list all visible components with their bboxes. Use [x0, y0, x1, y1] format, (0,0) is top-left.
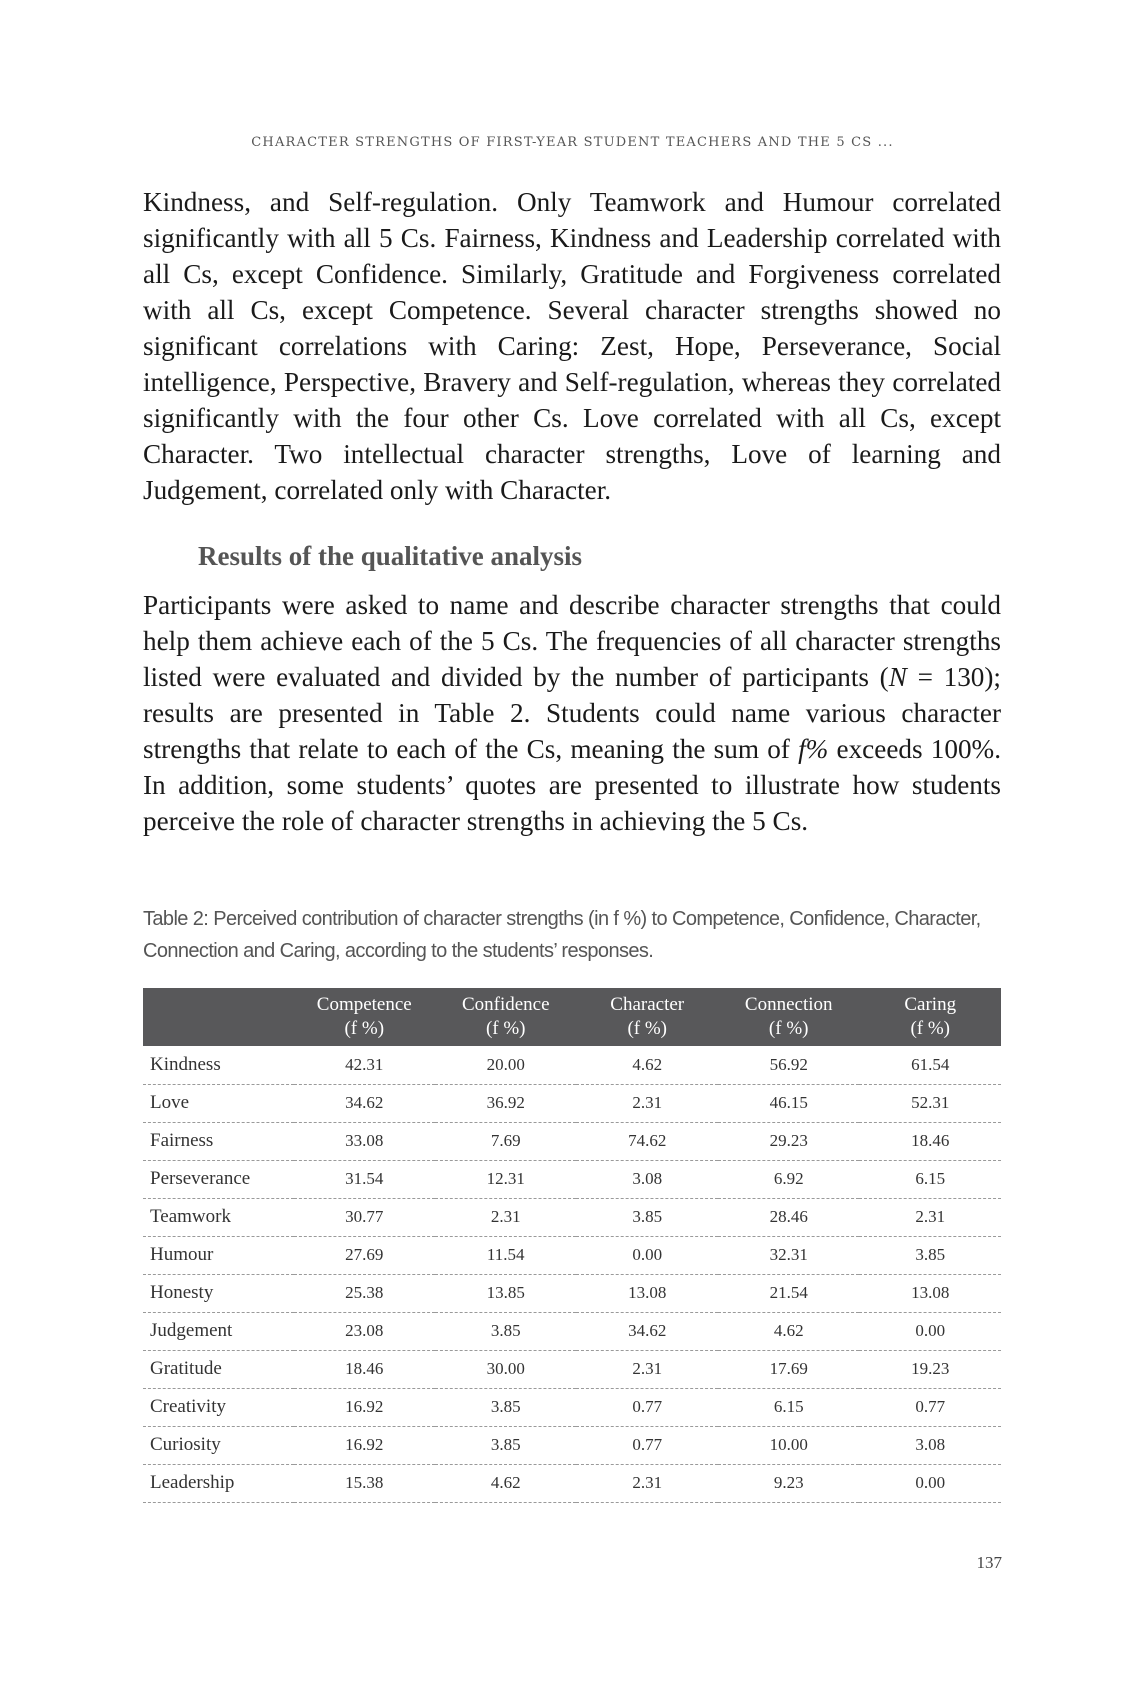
body-paragraph-2	[143, 587, 1001, 839]
table-cell: 36.92	[486, 1093, 525, 1112]
table-cell: 6.92	[773, 1169, 804, 1188]
table-cell: 31.54	[345, 1169, 384, 1188]
table-cell: 16.92	[345, 1435, 384, 1454]
table-cell: 7.69	[490, 1131, 521, 1150]
table-cell: 18.46	[911, 1131, 950, 1150]
table-cell: 2.31	[632, 1093, 663, 1112]
row-label: Gratitude	[150, 1358, 222, 1379]
table-cell: 56.92	[769, 1054, 808, 1074]
table-cell: 4.62	[773, 1321, 804, 1340]
table-row	[143, 1198, 1001, 1236]
table-cell: 0.77	[632, 1435, 663, 1454]
row-label: Kindness	[150, 1053, 221, 1075]
row-label: Honesty	[150, 1282, 214, 1303]
table-header-competence	[294, 988, 435, 1046]
table-cell: 6.15	[773, 1397, 804, 1416]
table-cell: 0.00	[632, 1245, 663, 1264]
table-header-caring	[859, 988, 1001, 1046]
table-cell: 0.00	[915, 1321, 946, 1340]
table-cell: 17.69	[769, 1359, 808, 1378]
table-cell: 12.31	[486, 1169, 525, 1188]
column-unit: (f %)	[768, 1018, 809, 1039]
table-cell: 13.08	[911, 1283, 950, 1302]
column-name: Character	[610, 994, 685, 1015]
column-unit: (f %)	[627, 1018, 667, 1039]
table-cell: 4.62	[632, 1054, 663, 1074]
column-name: Confidence	[461, 994, 550, 1015]
table-cell: 33.08	[345, 1131, 384, 1150]
table-cell: 0.00	[915, 1473, 946, 1492]
table-cell: 34.62	[345, 1093, 384, 1112]
table-row	[143, 1160, 1001, 1198]
page-number: 137	[976, 1553, 1002, 1572]
table-cell: 9.23	[773, 1473, 804, 1492]
table-header-confidence	[435, 988, 576, 1046]
column-unit: (f %)	[910, 1018, 950, 1039]
row-label: Judgement	[150, 1320, 233, 1341]
table-cell: 19.23	[911, 1359, 950, 1378]
table-row	[143, 1274, 1001, 1312]
table-cell: 20.00	[486, 1054, 525, 1074]
paragraph-2-text-b: = 130); results are presented in Table 2. Students could name various character strengths that relate to each of the Cs, meaning the sum of	[143, 662, 1001, 764]
table-cell: 3.85	[632, 1207, 663, 1226]
table-cell: 2.31	[632, 1473, 663, 1492]
column-unit: (f %)	[344, 1018, 385, 1039]
table-cell: 3.85	[490, 1435, 521, 1454]
table-cell: 2.31	[632, 1359, 663, 1378]
table-row	[143, 1122, 1001, 1160]
table-cell: 74.62	[628, 1131, 667, 1150]
column-name: Connection	[744, 994, 833, 1015]
table-row	[143, 1046, 1001, 1084]
table-cell: 16.92	[345, 1397, 384, 1416]
row-label: Love	[150, 1092, 190, 1113]
table-cell: 28.46	[769, 1207, 808, 1226]
table-cell: 13.08	[628, 1283, 667, 1302]
table-cell: 23.08	[345, 1321, 384, 1340]
table-header-row	[143, 988, 1001, 1046]
table-cell: 18.46	[345, 1359, 384, 1378]
column-unit: (f %)	[485, 1018, 526, 1039]
table-cell: 15.38	[345, 1473, 384, 1492]
section-heading: Results of the qualitative analysis	[198, 541, 583, 571]
column-name: Competence	[316, 994, 412, 1015]
table-cell: 13.85	[486, 1283, 525, 1302]
table-cell: 29.23	[769, 1131, 808, 1150]
table-cell: 6.15	[915, 1169, 946, 1188]
table-body	[143, 1046, 1001, 1502]
table-cell: 3.85	[915, 1245, 946, 1264]
table-header-character	[576, 988, 717, 1046]
table-row	[143, 1464, 1001, 1502]
row-label: Perseverance	[150, 1168, 251, 1189]
row-label: Fairness	[150, 1130, 214, 1151]
running-head: CHARACTER STRENGTHS OF FIRST-YEAR STUDENT TEACHERS AND THE 5 CS ...	[251, 135, 894, 150]
body-paragraph-1: Kindness, and Self-regulation. Only Teamwork and Humour correlated significantly with all 5 Cs. Fairness, Kindness and Leadership correlated with all Cs, except Confidence. Similarly, Gratitude and Forgiveness correlated with all Cs, except Competence. Several character strengths showed no significant correlations with Caring: Zest, Hope, Perseverance, Social intelligence, Perspective, Bravery and Self-regulation, whereas they correlated significantly with the four other Cs. Love correlated with all Cs, except Character. Two intellectual character strengths, Love of learning and Judgement, correlated only with Character.	[143, 187, 1001, 505]
table-cell: 46.15	[769, 1093, 808, 1112]
table-cell: 3.08	[632, 1169, 663, 1188]
table-caption: Table 2: Perceived contribution of character strengths (in f %) to Competence, Confidence, Character, Connection and Caring, according to the students’ responses.	[143, 908, 981, 962]
table-cell: 0.77	[632, 1397, 663, 1416]
table-cell: 61.54	[911, 1054, 950, 1074]
table-cell: 30.00	[486, 1359, 525, 1378]
row-label: Curiosity	[150, 1434, 221, 1455]
table-row	[143, 1084, 1001, 1122]
f-percent-symbol: f%	[798, 734, 829, 764]
table-cell: 42.31	[345, 1054, 384, 1074]
table-row	[143, 1388, 1001, 1426]
table-cell: 2.31	[915, 1207, 946, 1226]
table-row	[143, 1350, 1001, 1388]
table-cell: 4.62	[490, 1473, 521, 1492]
table-cell: 3.85	[490, 1397, 521, 1416]
table-cell: 25.38	[345, 1283, 384, 1302]
table-cell: 21.54	[769, 1283, 808, 1302]
table-cell: 34.62	[628, 1321, 667, 1340]
table-row	[143, 1236, 1001, 1274]
table-header-connection	[718, 988, 859, 1046]
column-name: Caring	[904, 994, 957, 1015]
table-cell: 52.31	[911, 1093, 950, 1112]
table-cell: 0.77	[915, 1397, 946, 1416]
row-label: Humour	[150, 1244, 214, 1265]
n-symbol: N	[888, 662, 907, 692]
table-cell: 3.85	[490, 1321, 521, 1340]
table-cell: 10.00	[769, 1435, 808, 1454]
table-cell: 3.08	[915, 1435, 946, 1454]
row-label: Teamwork	[150, 1206, 231, 1227]
row-label: Leadership	[150, 1472, 235, 1493]
row-label: Creativity	[150, 1396, 226, 1417]
table-cell: 27.69	[345, 1245, 384, 1264]
data-table	[143, 988, 1001, 1503]
table-cell: 2.31	[490, 1207, 521, 1226]
table-header-empty	[143, 988, 294, 1046]
table-cell: 11.54	[486, 1245, 525, 1264]
paragraph-2-text-a: Participants were asked to name and describe character strengths that could help them achieve each of the 5 Cs. The frequencies of all character strengths listed were evaluated and divided by the number of participants (	[143, 590, 1001, 692]
table-cell: 32.31	[769, 1245, 808, 1264]
table-row	[143, 1426, 1001, 1464]
table-row	[143, 1312, 1001, 1350]
table-cell: 30.77	[345, 1207, 384, 1226]
paragraph-2-text-c: exceeds 100%. In addition, some students’ quotes are presented to illustrate how students perceive the role of character strengths in achieving the 5 Cs.	[143, 734, 1002, 836]
